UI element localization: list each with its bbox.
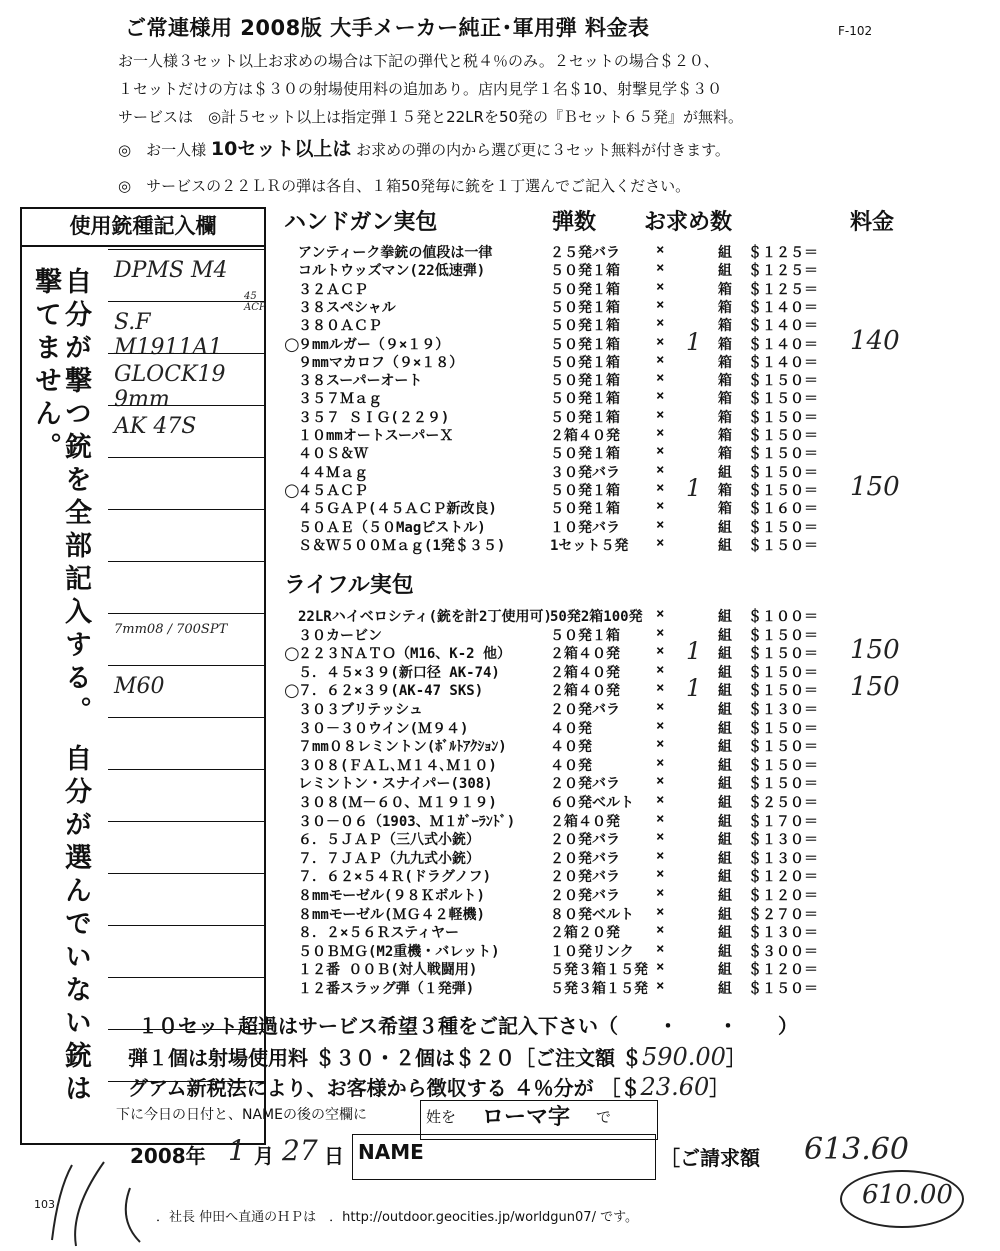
unit-price: ＄１４０＝: [748, 354, 818, 371]
unit-label: 組: [718, 464, 732, 481]
unit-label: 箱: [718, 354, 732, 371]
unit-label: 組: [718, 850, 732, 867]
gun-entry-text: GLOCK19 9mm: [114, 362, 226, 412]
unit-price: ＄１５０＝: [748, 519, 818, 536]
ammo-name: コルトウッズマン(22低速弾): [298, 263, 486, 280]
unit-price: ＄１５０＝: [748, 446, 818, 463]
row-total[interactable]: 140: [850, 325, 900, 356]
gun-entry-text: S.F M1911A1: [114, 310, 223, 360]
ammo-count: ５発３箱１５発: [550, 962, 648, 979]
price-column-header: 料金: [850, 210, 895, 235]
ammo-count: ４０発: [550, 757, 592, 774]
order-quantity[interactable]: 1: [686, 674, 702, 703]
gun-entry-slot[interactable]: [108, 613, 264, 664]
ammo-count: ３０発バラ: [550, 464, 620, 481]
invoice-value[interactable]: 613.60: [804, 1132, 909, 1167]
unit-label: 組: [718, 720, 732, 737]
unit-label: 箱: [718, 281, 732, 298]
multiply-sign: ×: [656, 624, 665, 641]
ammo-count: １０発リンク: [550, 943, 634, 960]
ammo-name: ３８スペシャル: [298, 299, 396, 316]
ammo-name: ３８０ＡＣＰ: [298, 318, 382, 335]
ammo-name: ８mmモーゼル(ＭＧ４２軽機): [298, 906, 485, 923]
unit-price: ＄１３０＝: [748, 832, 818, 849]
ammo-count: ２箱４０発: [550, 428, 620, 444]
multiply-sign: ×: [656, 792, 665, 808]
unit-label: 箱: [718, 336, 732, 353]
multiply-sign: ×: [656, 810, 665, 827]
multiply-sign: ×: [656, 717, 665, 734]
ammo-count: ２０発バラ: [550, 832, 620, 849]
gun-entry-slot[interactable]: [108, 249, 264, 300]
unit-price: ＄１５０＝: [748, 482, 818, 499]
ammo-name: ８．２×５６Ｒスティヤー: [298, 925, 460, 942]
ammo-name: ３０３ブリテッシュ: [298, 702, 423, 718]
ammo-count: ５０発１箱: [550, 263, 620, 280]
order-quantity[interactable]: 1: [686, 473, 702, 502]
homepage-line: ．社長 仲田へ直通のＨＰは ．http://outdoor.geocities.jp/worldgun07/ です。: [156, 1210, 639, 1225]
ammo-count: ５０発１箱: [550, 482, 620, 499]
ammo-count: ５０発１箱: [550, 354, 620, 371]
ammo-count: ２０発バラ: [550, 850, 620, 867]
ammo-count: 50発2箱100発: [550, 609, 643, 625]
unit-label: 組: [718, 981, 732, 997]
ammo-count: ５０発１箱: [550, 501, 620, 518]
ammo-name: ４４Ｍａｇ: [298, 464, 368, 481]
ammo-count: ８０発ベルト: [550, 906, 634, 923]
count-column-header: 弾数: [552, 210, 597, 235]
ammo-count: ５０発１箱: [550, 627, 620, 644]
order-mark: ○: [284, 333, 300, 355]
ammo-name: ９mmルガー（９×１９）: [298, 336, 450, 353]
multiply-sign: ×: [656, 351, 665, 368]
ammo-name: ２２３ＮＡＴＯ（M16、K-2 他）: [298, 646, 512, 663]
order-mark: ○: [284, 479, 300, 501]
multiply-sign: ×: [656, 534, 665, 551]
multiply-sign: ×: [656, 661, 665, 678]
page-title: ご常連様用 2008版 大手メーカー純正･軍用弾 料金表: [125, 16, 650, 40]
rifle-section-title: ライフル実包: [284, 573, 414, 598]
unit-label: 組: [718, 925, 732, 942]
order-quantity[interactable]: 1: [686, 637, 702, 666]
ammo-name: ７．６２×３９(AK-47 SKS): [298, 683, 484, 700]
tax-label: グアム新税法により、お客様から徴収する ４％分が ［＄: [128, 1076, 641, 1100]
ammo-name: ５０ＡＥ（５０Magピストル): [298, 519, 486, 536]
multiply-sign: ×: [656, 516, 665, 533]
date-month[interactable]: 1: [228, 1134, 246, 1167]
month-label: 月: [254, 1144, 274, 1168]
gun-entry-slot[interactable]: [108, 925, 264, 976]
unit-price: ＄１５０＝: [748, 391, 818, 408]
multiply-sign: ×: [656, 699, 665, 715]
multiply-sign: ×: [656, 754, 665, 771]
ammo-count: ２箱４０発: [550, 813, 620, 830]
unit-price: ＄２５０＝: [748, 795, 818, 811]
unit-price: ＄１５０＝: [748, 373, 818, 390]
order-amount-line: [128, 1042, 746, 1071]
unit-label: 組: [718, 702, 732, 718]
unit-price: ＄１５０＝: [748, 981, 818, 997]
unit-label: 組: [718, 869, 732, 886]
unit-label: 組: [718, 263, 732, 280]
multiply-sign: ×: [656, 866, 665, 883]
multiply-sign: ×: [656, 940, 665, 957]
gun-entry-note: 45 ACP: [244, 291, 266, 313]
ammo-count: 1セット５発: [550, 537, 629, 554]
unit-price: ＄３００＝: [748, 943, 818, 960]
ammo-name: ９mmマカロフ（９×１８）: [298, 354, 464, 371]
ammo-count: ４０発: [550, 739, 592, 756]
row-total[interactable]: 150: [850, 672, 900, 703]
name-label: NAME: [358, 1140, 424, 1164]
multiply-sign: ×: [656, 736, 665, 753]
unit-label: 組: [718, 609, 732, 625]
unit-label: 組: [718, 906, 732, 923]
order-mark: ○: [284, 643, 300, 665]
unit-label: 組: [718, 519, 732, 536]
ammo-count: ５０発１箱: [550, 391, 620, 408]
ammo-count: ２箱４０発: [550, 664, 620, 681]
multiply-sign: ×: [656, 922, 665, 939]
unit-label: 組: [718, 832, 732, 849]
multiply-sign: ×: [656, 606, 665, 622]
unit-label: 箱: [718, 318, 732, 335]
handwritten-check-mark: [0, 1150, 200, 1250]
gun-entry-slot[interactable]: [108, 457, 264, 508]
unit-price: ＄１３０＝: [748, 850, 818, 867]
unit-label: 組: [718, 245, 732, 261]
unit-price: ＄１６０＝: [748, 501, 818, 518]
ammo-name: ８mmモーゼル(９８Ｋボルト): [298, 888, 485, 904]
row-total[interactable]: 150: [850, 635, 900, 666]
unit-label: 箱: [718, 501, 732, 518]
unit-label: 組: [718, 813, 732, 830]
unit-price: ＄１４０＝: [748, 336, 818, 353]
ammo-count: ２５発バラ: [550, 245, 620, 261]
unit-price: ＄１５０＝: [748, 757, 818, 774]
ammo-name: ４５ＡＣＰ: [298, 482, 368, 499]
gun-entry-slot[interactable]: [108, 509, 264, 560]
unit-price: ＄２７０＝: [748, 906, 818, 923]
romaji-suffix: で: [596, 1108, 612, 1126]
ammo-name: ４０Ｓ＆Ｗ: [298, 446, 368, 463]
unit-label: 組: [718, 646, 732, 663]
ammo-name: ３０カービン: [298, 627, 382, 644]
ammo-name: ７．７ＪＡＰ（九九式小銃）: [298, 850, 480, 867]
gun-entry-slot[interactable]: [108, 353, 264, 412]
gun-entry-text: DPMS M4: [114, 258, 228, 283]
ammo-name: １２番 ００Ｂ(対人戦闘用): [298, 962, 478, 979]
order-amount-label: 弾１個は射場使用料 ＄３０・２個は＄２０［ご注文額 ＄: [128, 1046, 642, 1070]
ammo-name: ３５７Ｍａｇ: [298, 391, 382, 408]
unit-price: ＄１２５＝: [748, 281, 818, 298]
multiply-sign: ×: [656, 498, 665, 515]
unit-label: 箱: [718, 482, 732, 499]
unit-price: ＄１００＝: [748, 609, 818, 625]
unit-price: ＄１５０＝: [748, 664, 818, 681]
unit-price: ＄１５０＝: [748, 409, 818, 426]
ammo-count: ２０発バラ: [550, 776, 620, 793]
ammo-name: ３２ＡＣＰ: [298, 281, 368, 298]
unit-price: ＄１４０＝: [748, 299, 818, 316]
ammo-count: ４０発: [550, 720, 592, 737]
unit-price: ＄１３０＝: [748, 702, 818, 718]
multiply-sign: ×: [656, 847, 665, 864]
unit-price: ＄１５０＝: [748, 428, 818, 444]
unit-label: 組: [718, 627, 732, 644]
unit-price: ＄１５０＝: [748, 537, 818, 554]
multiply-sign: ×: [656, 978, 665, 994]
unit-price: ＄１７０＝: [748, 813, 818, 830]
unit-price: ＄１２５＝: [748, 263, 818, 280]
ammo-name: ４５ＧＡＰ(４５ＡＣＰ新改良): [298, 501, 497, 518]
ammo-count: ５０発１箱: [550, 281, 620, 298]
multiply-sign: ×: [656, 885, 665, 901]
ammo-count: ２箱４０発: [550, 683, 620, 700]
gun-entry-slot[interactable]: [108, 405, 264, 456]
unit-label: 箱: [718, 409, 732, 426]
unit-price: ＄１５０＝: [748, 776, 818, 793]
unit-label: 箱: [718, 446, 732, 463]
row-total[interactable]: 150: [850, 471, 900, 502]
ammo-count: ５０発１箱: [550, 318, 620, 335]
gun-entry-slot[interactable]: [108, 769, 264, 820]
order-column-header: お求め数: [644, 210, 733, 235]
multiply-sign: ×: [656, 260, 665, 277]
multiply-sign: ×: [656, 278, 665, 295]
notice-line-1: お一人様３セット以上お求めの場合は下記の弾代と税４％のみ。２セットの場合＄２０、: [118, 52, 719, 70]
unit-label: 箱: [718, 391, 732, 408]
unit-label: 箱: [718, 428, 732, 444]
unit-price: ＄１５０＝: [748, 683, 818, 700]
order-mark: ○: [284, 680, 300, 702]
surname-label: 姓を: [426, 1108, 457, 1126]
multiply-sign: ×: [656, 406, 665, 423]
multiply-sign: ×: [656, 773, 665, 790]
tax-line: [128, 1072, 729, 1101]
gun-entry-slot[interactable]: [108, 717, 264, 768]
ammo-name: ３０８(Ｍ－６０、Ｍ１９１９): [298, 795, 497, 811]
unit-price: ＄１２０＝: [748, 888, 818, 904]
ammo-name: １０mmオートスーパーＸ: [298, 428, 454, 444]
gun-entry-slot[interactable]: [108, 561, 264, 612]
multiply-sign: ×: [656, 461, 665, 478]
notice-line-4-suffix: お求めの弾の内から選び更に３セット無料が付きます。: [356, 141, 730, 159]
ammo-name: ３０－０６（1903、Ｍ１ｶﾞｰﾗﾝﾄﾞ): [298, 813, 516, 830]
final-total[interactable]: 610.00: [862, 1180, 953, 1210]
order-amount-value[interactable]: 590.00: [641, 1043, 726, 1071]
tax-close: ］: [709, 1076, 730, 1100]
unit-price: ＄１５０＝: [748, 720, 818, 737]
multiply-sign: ×: [656, 829, 665, 846]
ammo-count: ２箱２０発: [550, 925, 620, 942]
ammo-count: ２０発バラ: [550, 888, 620, 904]
multiply-sign: ×: [656, 643, 665, 660]
ammo-name: ７mm０８レミントン(ﾎﾞﾙﾄｱｸｼｮﾝ): [298, 739, 507, 756]
ammo-name: ３０８(ＦＡＬ､Ｍ１４､Ｍ１０): [298, 757, 497, 774]
multiply-sign: ×: [656, 388, 665, 405]
multiply-sign: ×: [656, 370, 665, 387]
unit-label: 箱: [718, 373, 732, 390]
unit-price: ＄１２０＝: [748, 869, 818, 886]
ammo-name: ５０ＢＭＧ(M2重機・バレット): [298, 943, 500, 960]
ammo-name: 22LRハイベロシティ(銃を計2丁使用可): [298, 609, 552, 625]
unit-label: 組: [718, 739, 732, 756]
multiply-sign: ×: [656, 959, 665, 976]
gun-entry-text: M60: [114, 674, 165, 699]
notice-line-5: ◎ サービスの２２ＬＲの弾は各自、１箱50発毎に銃を１丁選んでご記入ください。: [118, 177, 691, 195]
ammo-name: １２番スラッグ弾（１発弾): [298, 981, 475, 997]
romaji-label: ローマ字: [482, 1105, 571, 1130]
date-instruction: 下に今日の日付と、NAMEの後の空欄に: [116, 1107, 367, 1123]
ammo-count: ２０発バラ: [550, 869, 620, 886]
unit-label: 組: [718, 757, 732, 774]
ammo-name: Ｓ＆Ｗ５００Ｍａｇ(1発＄３５): [298, 537, 506, 554]
ammo-count: ２０発バラ: [550, 702, 620, 718]
gun-entry-instructions: 自分が撃つ銃を全部記入する。 自分が選んでいない銃は撃てません。: [30, 267, 91, 1108]
tax-value[interactable]: 23.60: [640, 1073, 710, 1101]
gun-entry-slot[interactable]: [108, 301, 264, 360]
unit-price: ＄１２０＝: [748, 962, 818, 979]
gun-entry-panel: [20, 207, 266, 1145]
gun-entry-text: 7mm08 / 700SPT: [114, 622, 228, 637]
multiply-sign: ×: [656, 315, 665, 332]
order-quantity[interactable]: 1: [686, 327, 702, 356]
unit-label: 組: [718, 962, 732, 979]
multiply-sign: ×: [656, 333, 665, 350]
invoice-label: ［ご請求額: [660, 1146, 760, 1170]
ammo-count: ５０発１箱: [550, 446, 620, 463]
date-year: 2008年: [130, 1144, 206, 1168]
unit-price: ＄１３０＝: [748, 925, 818, 942]
ammo-count: ５０発１箱: [550, 336, 620, 353]
ammo-count: ５０発１箱: [550, 373, 620, 390]
unit-label: 組: [718, 683, 732, 700]
unit-price: ＄１５０＝: [748, 464, 818, 481]
multiply-sign: ×: [656, 479, 665, 496]
multiply-sign: ×: [656, 903, 665, 920]
ammo-name: アンティーク拳銃の値段は一律: [298, 245, 493, 261]
ammo-count: ２箱４０発: [550, 646, 620, 663]
service-request-line: １０セット超過はサービス希望３種をご記入下さい（ ・ ・ ）: [138, 1014, 798, 1038]
notice-line-4-emphasis: 10セット以上は: [210, 138, 352, 160]
notice-line-2: １セットだけの方は＄３０の射場使用料の追加あり。店内見学１名＄10、射撃見学＄３０: [118, 80, 723, 98]
unit-price: ＄１５０＝: [748, 739, 818, 756]
ammo-name: ７．６２×５４Ｒ(ドラグノフ): [298, 869, 492, 886]
unit-price: ＄１５０＝: [748, 627, 818, 644]
ammo-name: ３８スーパーオート: [298, 373, 423, 390]
ammo-count: ６０発ベルト: [550, 795, 634, 811]
gun-entry-text: AK 47S: [114, 414, 197, 439]
ammo-name: ３５７ ＳＩＧ(２２９): [298, 409, 450, 426]
page-number: 103: [34, 1198, 55, 1211]
ammo-count: ５０発１箱: [550, 299, 620, 316]
ammo-count: ５０発１箱: [550, 409, 620, 426]
gun-entry-slot[interactable]: [108, 821, 264, 872]
ammo-count: ５発３箱１５発: [550, 981, 648, 997]
date-day[interactable]: 27: [282, 1134, 318, 1167]
day-label: 日: [324, 1144, 344, 1168]
unit-label: 組: [718, 943, 732, 960]
handgun-section-title: ハンドガン実包: [284, 210, 438, 235]
multiply-sign: ×: [656, 425, 665, 441]
ammo-name: レミントン・スナイパー(308): [298, 776, 493, 793]
unit-label: 組: [718, 795, 732, 811]
ammo-count: １０発バラ: [550, 519, 620, 536]
multiply-sign: ×: [656, 242, 665, 258]
gun-entry-title: 使用銃種記入欄: [22, 209, 264, 247]
unit-label: 組: [718, 776, 732, 793]
multiply-sign: ×: [656, 443, 665, 460]
ammo-name: ３０－３０ウイン(Ｍ９４): [298, 720, 469, 737]
unit-label: 組: [718, 888, 732, 904]
multiply-sign: ×: [656, 296, 665, 313]
notice-line-4-prefix: ◎ お一人様: [118, 141, 207, 159]
unit-label: 組: [718, 664, 732, 681]
gun-entry-slot[interactable]: [108, 665, 264, 716]
order-amount-close: ］: [725, 1046, 746, 1070]
unit-price: ＄１２５＝: [748, 245, 818, 261]
multiply-sign: ×: [656, 680, 665, 697]
notice-line-3: サービスは ◎計５セット以上は指定弾１５発と22LRを50発の『Ｂセット６５発』が無料。: [118, 108, 744, 126]
unit-price: ＄１５０＝: [748, 646, 818, 663]
unit-label: 組: [718, 537, 732, 554]
ammo-name: ６．５ＪＡＰ（三八式小銃）: [298, 832, 480, 849]
gun-entry-slot[interactable]: [108, 873, 264, 924]
ammo-name: ５．４５×３９(新口径 AK-74): [298, 664, 500, 681]
unit-label: 箱: [718, 299, 732, 316]
form-code: F-102: [838, 24, 873, 38]
unit-price: ＄１４０＝: [748, 318, 818, 335]
notice-line-4: [118, 134, 730, 161]
